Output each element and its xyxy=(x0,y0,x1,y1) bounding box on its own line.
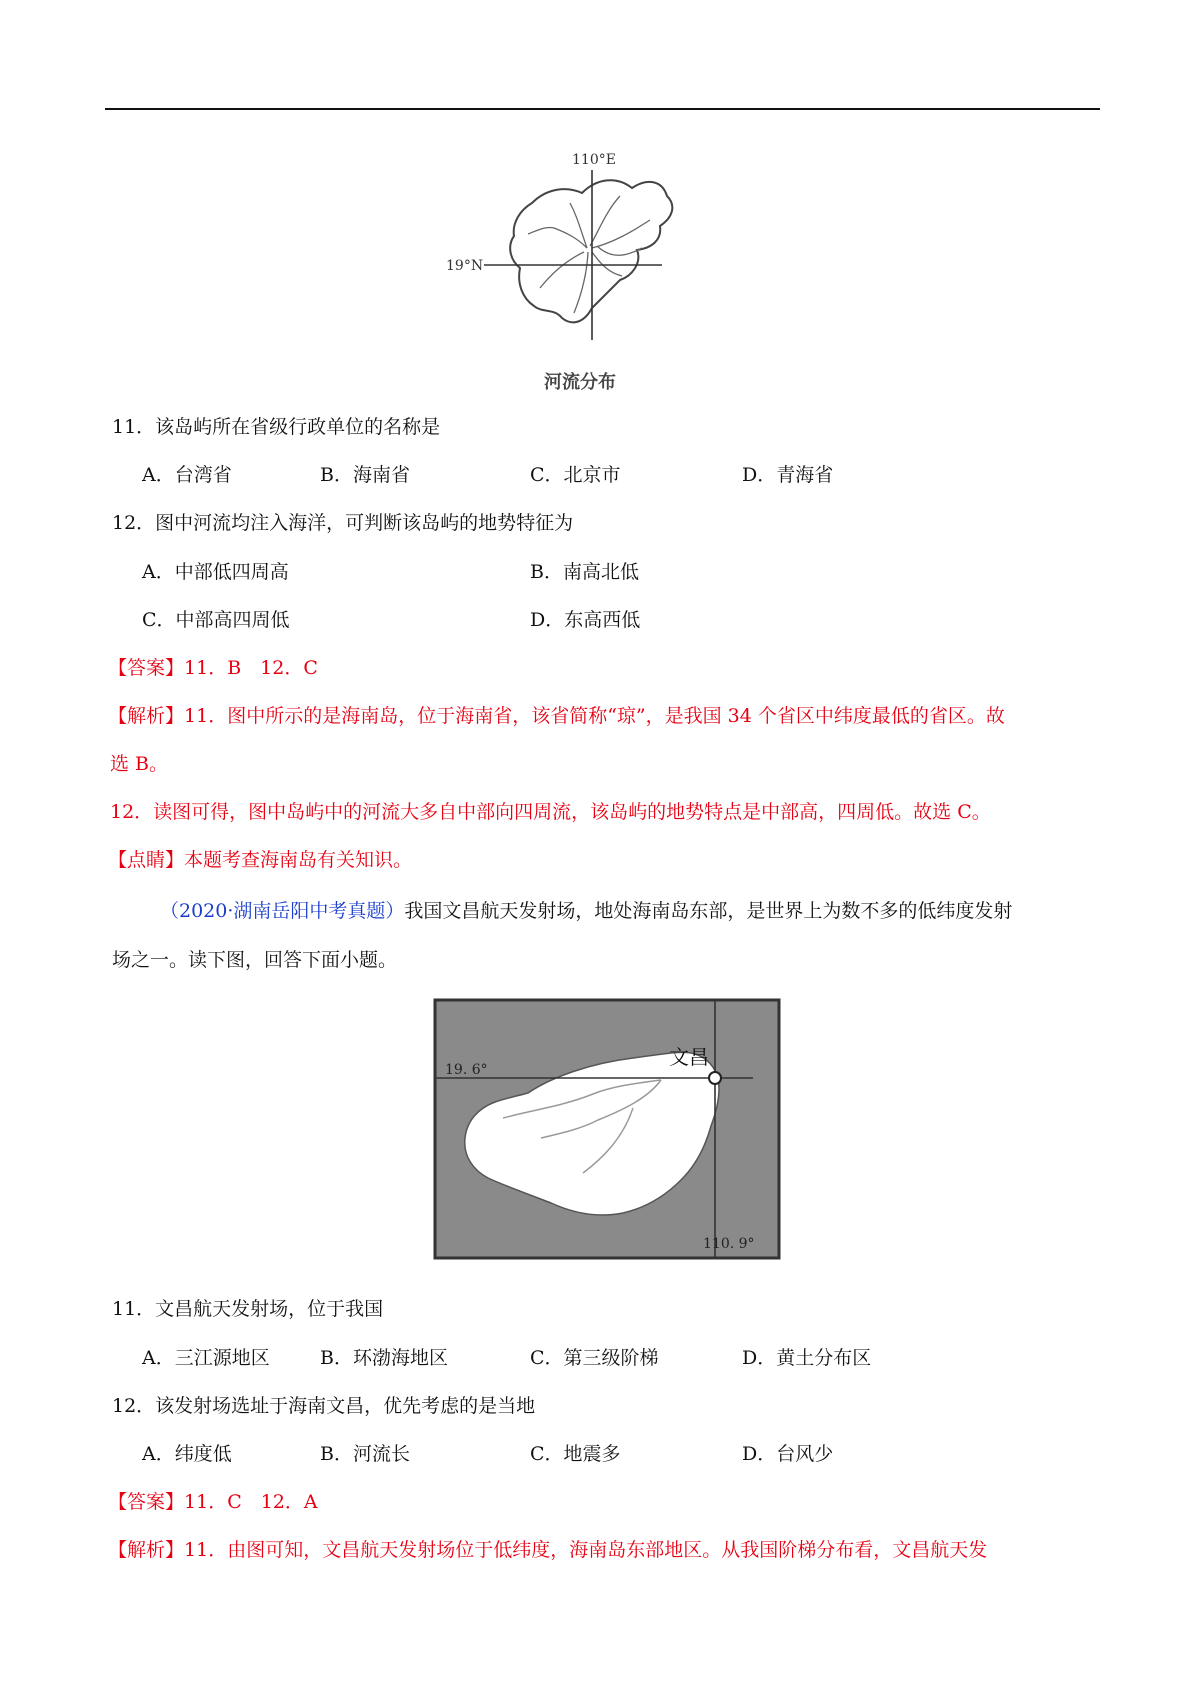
analysis-line-3: 12．读图可得，图中岛屿中的河流大多自中部向四周流，该岛屿的地势特点是中部高，四周低。故选 C。 xyxy=(110,801,991,823)
intro-line-1 xyxy=(160,897,1012,925)
question-11b-option-a: A．三江源地区 xyxy=(142,1347,270,1369)
question-12b-stem: 12．该发射场选址于海南文昌，优先考虑的是当地 xyxy=(112,1395,536,1417)
comment-tag: 【点睛】 xyxy=(108,849,185,871)
longitude-label: 110°E xyxy=(572,152,616,168)
question-11b-stem: 11．文昌航天发射场，位于我国 xyxy=(112,1298,384,1320)
wenchang-label: 文昌 xyxy=(669,1045,709,1069)
answer-text: 11．B 12．C xyxy=(184,657,318,679)
comment-text: 本题考查海南岛有关知识。 xyxy=(184,849,413,871)
analysis-tag: 【解析】 xyxy=(108,705,185,727)
question-11-option-d: D．青海省 xyxy=(742,464,834,486)
header-rule xyxy=(105,108,1100,110)
question-11b-option-b: B．环渤海地区 xyxy=(320,1347,448,1369)
question-11-option-c: C．北京市 xyxy=(530,464,621,486)
intro-line-2: 场之一。读下图，回答下面小题。 xyxy=(112,949,398,971)
analysis-text-b1: 11．由图可知，文昌航天发射场位于低纬度，海南岛东部地区。从我国阶梯分布看，文昌航天发 xyxy=(184,1539,988,1561)
analysis-tag-2: 【解析】 xyxy=(108,1539,185,1561)
river-distribution-map xyxy=(446,148,732,398)
question-12b-option-d: D．台风少 xyxy=(742,1443,834,1465)
question-12b-option-a: A．纬度低 xyxy=(142,1443,232,1465)
question-12b-option-b: B．河流长 xyxy=(320,1443,410,1465)
analysis-text-1: 11．图中所示的是海南岛，位于海南省，该省简称“琼”，是我国 34 个省区中纬度最低的省区。故 xyxy=(184,705,1005,727)
latitude-label-2: 19. 6° xyxy=(445,1062,488,1078)
question-11-option-b: B．海南省 xyxy=(320,464,410,486)
intro-text-1: 我国文昌航天发射场，地处海南岛东部，是世界上为数不多的低纬度发射 xyxy=(404,900,1013,922)
answer-line-2 xyxy=(108,1488,318,1516)
comment-line xyxy=(108,846,412,874)
answer-tag: 【答案】 xyxy=(108,657,185,679)
answer-tag-2: 【答案】 xyxy=(108,1491,185,1513)
answer-text-2: 11．C 12．A xyxy=(184,1491,318,1513)
question-12-option-c: C．中部高四周低 xyxy=(142,609,290,631)
question-11-option-a: A．台湾省 xyxy=(142,464,232,486)
question-12-option-b: B．南高北低 xyxy=(530,561,639,583)
source-tag: （2020·湖南岳阳中考真题） xyxy=(160,900,405,922)
question-11b-option-c: C．第三级阶梯 xyxy=(530,1347,659,1369)
wenchang-map xyxy=(433,998,781,1260)
analysis-line-2: 选 B。 xyxy=(110,753,169,775)
latitude-label: 19°N xyxy=(446,258,484,274)
longitude-label-2: 110. 9° xyxy=(703,1236,755,1252)
map-caption: 河流分布 xyxy=(544,372,616,393)
analysis-line-b1 xyxy=(108,1536,987,1564)
question-12-option-a: A．中部低四周高 xyxy=(142,561,289,583)
question-11b-option-d: D．黄土分布区 xyxy=(742,1347,872,1369)
analysis-line-1 xyxy=(108,702,1005,730)
question-12-option-d: D．东高西低 xyxy=(530,609,641,631)
question-12b-option-c: C．地震多 xyxy=(530,1443,621,1465)
answer-line-1 xyxy=(108,654,318,682)
question-11-stem: 11．该岛屿所在省级行政单位的名称是 xyxy=(112,416,441,438)
question-12-stem: 12．图中河流均注入海洋，可判断该岛屿的地势特征为 xyxy=(112,512,574,534)
